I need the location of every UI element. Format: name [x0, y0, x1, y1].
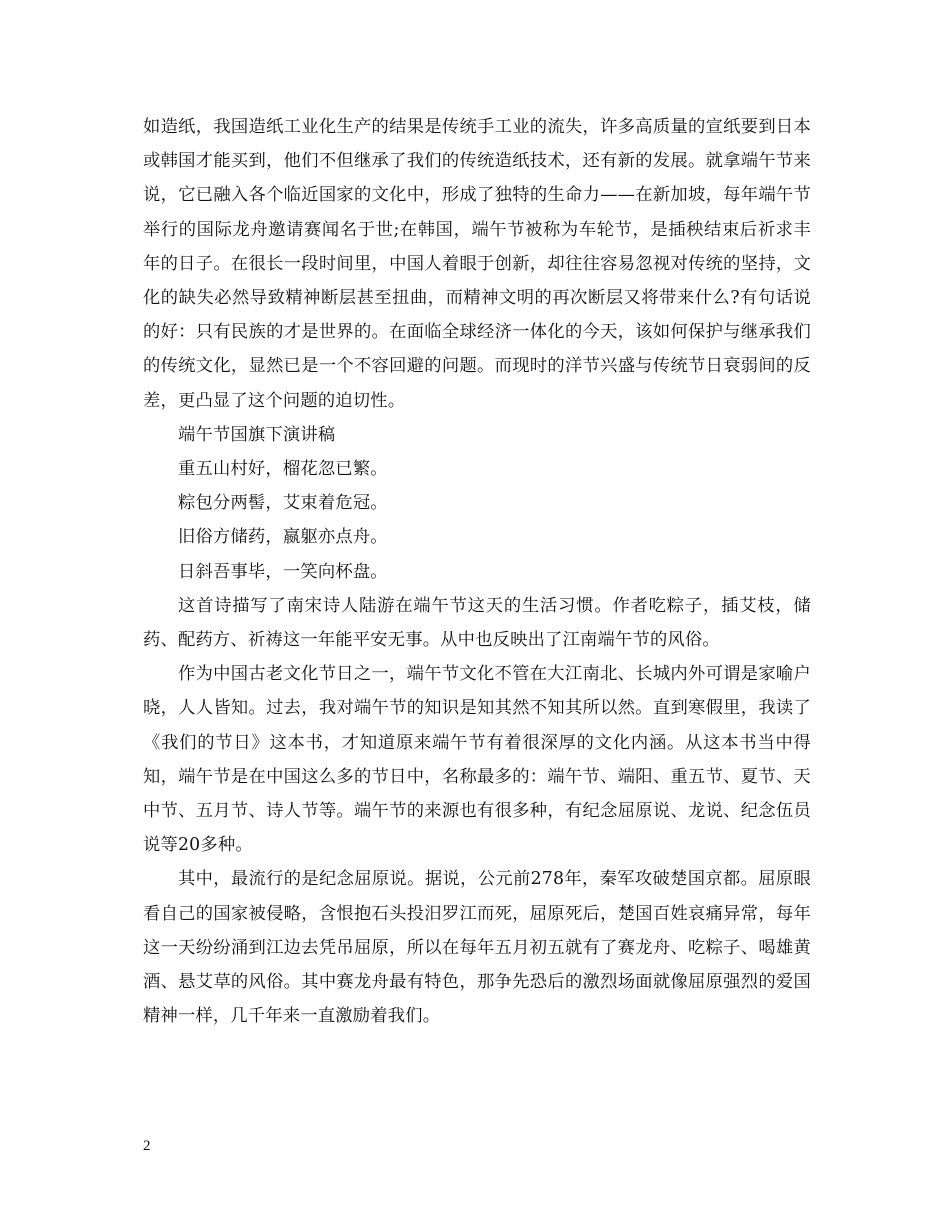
- poem-line-1: 重五山村好，榴花忽已繁。: [178, 459, 388, 480]
- page-number: 2: [143, 1138, 151, 1154]
- paragraph-poem-description: 这首诗描写了南宋诗人陆游在端午节这天的生活习惯。作者吃粽子，插艾枝，储药、配药方、祈祷这一年能平安无事。从中也反映出了江南端午节的风俗。: [143, 595, 811, 651]
- paragraph-festival-culture: 作为中国古老文化节日之一，端午节文化不管在大江南北、长城内外可谓是家喻户晓，人人皆知。过去，我对端午节的知识是知其然不知其所以然。直到寒假里，我读了《我们的节日》这本书，才知道原来端午节有着很深厚的文化内涵。从这本书当中得知，端午节是在中国这么多的节日中，名称最多的：端午节、端阳、重五节、夏节、天中节、五月节、诗人节等。端午节的来源也有很多种，有纪念屈原说、龙说、纪念伍员说等20多种。: [143, 664, 811, 856]
- speech-title: 端午节国旗下演讲稿: [178, 424, 336, 445]
- paragraph-paper-making: 如造纸，我国造纸工业化生产的结果是传统手工业的流失，许多高质量的宣纸要到日本或韩国才能买到，他们不但继承了我们的传统造纸技术，还有新的发展。就拿端午节来说，它已融入各个临近国家的文化中，形成了独特的生命力——在新加坡，每年端午节举行的国际龙舟邀请赛闻名于世;在韩国，端午节被称为车轮节，是插秧结束后祈求丰年的日子。在很长一段时间里，中国人着眼于创新，却往往容易忽视对传统的坚持，文化的缺失必然导致精神断层甚至扭曲，而精神文明的再次断层又将带来什么?有句话说的好：只有民族的才是世界的。在面临全球经济一体化的今天，该如何保护与继承我们的传统文化，显然已是一个不容回避的问题。而现时的洋节兴盛与传统节日衰弱间的反差，更凸显了这个问题的迫切性。: [143, 117, 811, 411]
- paragraph-qu-yuan: 其中，最流行的是纪念屈原说。据说，公元前278年，秦军攻破楚国京都。屈原眼看自己的国家被侵略，含恨抱石头投汨罗江而死，屈原死后，楚国百姓哀痛异常，每年这一天纷纷涌到江边去凭吊屈原，所以在每年五月初五就有了赛龙舟、吃粽子、喝雄黄酒、悬艾草的风俗。其中赛龙舟最有特色，那争先恐后的激烈场面就像屈原强烈的爱国精神一样，几千年来一直激励着我们。: [143, 869, 811, 1027]
- poem-line-3: 旧俗方储药，嬴躯亦点舟。: [178, 527, 388, 548]
- document-body: [143, 110, 811, 1033]
- poem-line-4: 日斜吾事毕，一笑向杯盘。: [178, 561, 388, 582]
- poem-line-2: 粽包分两髻，艾束着危冠。: [178, 493, 388, 514]
